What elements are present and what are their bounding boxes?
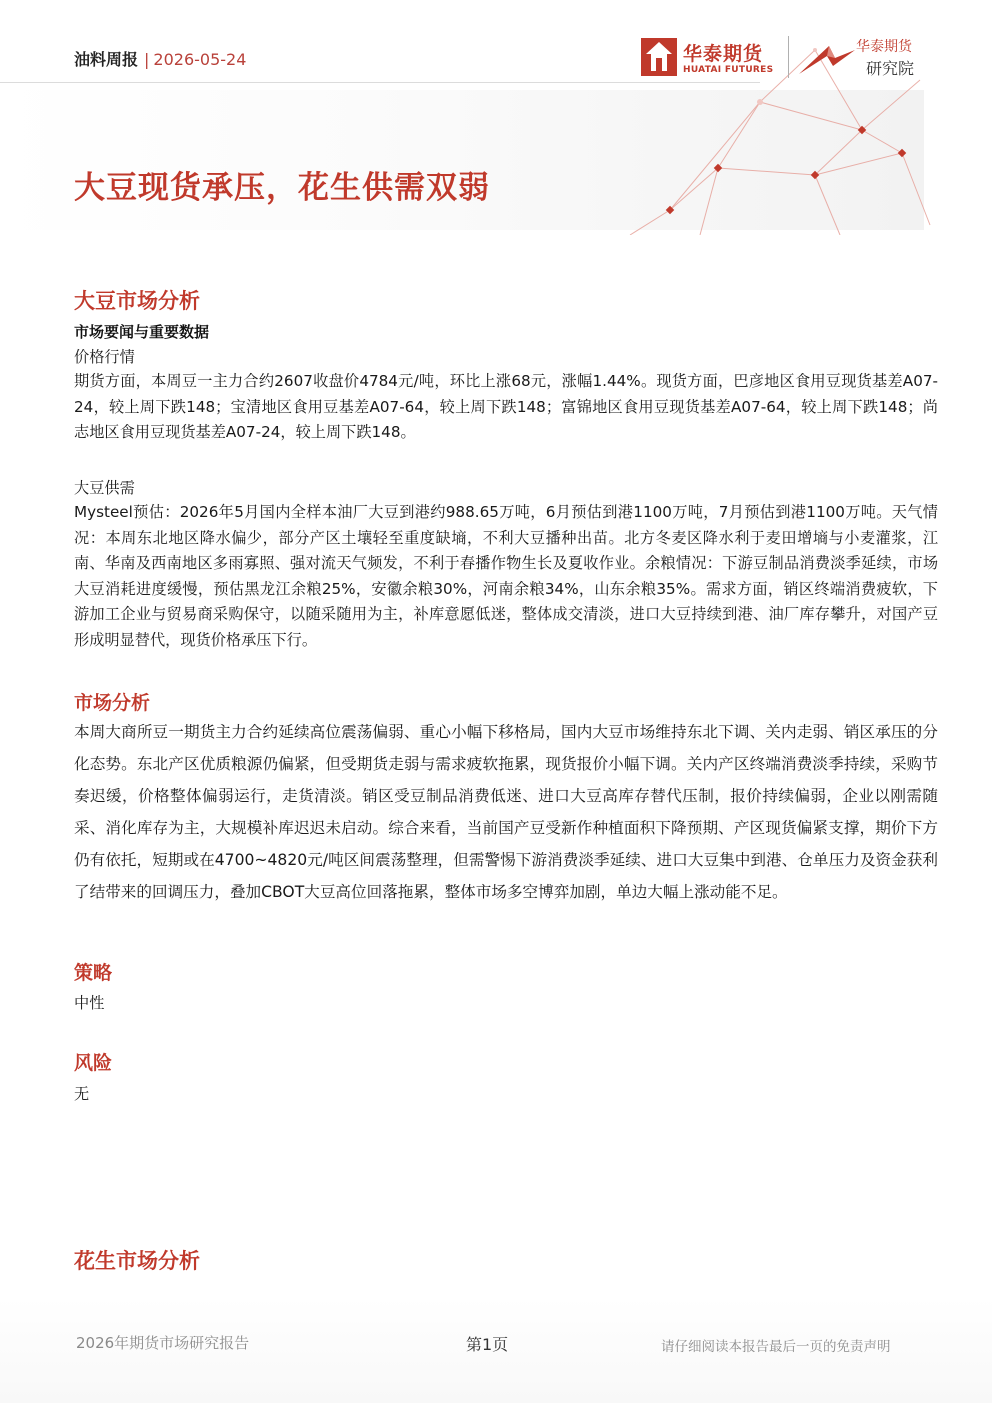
supply-label: 大豆供需 xyxy=(74,479,135,497)
report-type: 油料周报 xyxy=(74,50,139,69)
risk-heading: 风险 xyxy=(74,1052,113,1074)
page-number: 第1页 xyxy=(466,1335,509,1354)
analysis-heading: 市场分析 xyxy=(74,692,151,714)
logo-name: 华泰期货 xyxy=(683,43,764,65)
footer-report-name: 2026年期货市场研究报告 xyxy=(76,1334,250,1352)
huatai-logo-icon xyxy=(641,38,677,76)
logo-divider xyxy=(788,36,789,78)
price-paragraph: 期货方面，本周豆一主力合约2607收盘价4784元/吨，环比上涨68元，涨幅1.44%。现货方面，巴彦地区食用豆现货基差A07-24，较上周下跌148；宝清地区食用豆基差A07-64，较上周下跌148；富锦地区食用豆现货基差A07-64，较上周下跌148；尚志地区食用豆现货基差A07-24，较上周下跌148。 xyxy=(74,372,938,441)
header-separator: | xyxy=(144,50,150,69)
report-date: 2026-05-24 xyxy=(153,50,247,69)
page-title: 大豆现货承压，花生供需双弱 xyxy=(74,170,490,206)
logo-english-name: HUATAI FUTURES xyxy=(683,65,774,75)
supply-paragraph: Mysteel预估：2026年5月国内全样本油厂大豆到港约988.65万吨，6月预估到港1100万吨，7月预估到港1100万吨。天气情况：本周东北地区降水偏少，部分产区土壤轻至重度缺墒，不利大豆播种出苗。北方冬麦区降水利于麦田增墒与小麦灌浆，江南、华南及西南地区多雨寡照、强对流天气频发，不利于春播作物生长及夏收作业。余粮情况：下游豆制品消费淡季延续，市场大豆消耗进度缓慢，预估黑龙江余粮25%，安徽余粮30%，河南余粮34%，山东余粮35%。需求方面，销区终端消费疲软，下游加工企业与贸易商采购保守，以随采随用为主，补库意愿低迷，整体成交清淡，进口大豆持续到港、油厂库存攀升，对国产豆形成明显替代，现货价格承压下行。 xyxy=(74,503,938,649)
disclaimer-note: 请仔细阅读本报告最后一页的免责声明 xyxy=(661,1339,891,1355)
risk-text: 无 xyxy=(74,1085,90,1103)
analysis-paragraph: 本周大商所豆一期货主力合约延续高位震荡偏弱、重心小幅下移格局，国内大豆市场维持东北下调、关内走弱、销区承压的分化态势。东北产区优质粮源仍偏紧，但受期货走弱与需求疲软拖累，现货报价小幅下调。关内产区终端消费淡季持续，采购节奏迟缓，价格整体偏弱运行，走货清淡。销区受豆制品消费低迷、进口大豆高库存替代压制，报价持续偏弱，企业以刚需随采、消化库存为主，大规模补库迟迟未启动。综合来看，当前国产豆受新作种植面积下降预期、产区现货偏紧支撑，期价下方仍有依托，短期或在4700~4820元/吨区间震荡整理，但需警惕下游消费淡季延续、进口大豆集中到港、仓单压力及资金获利了结带来的回调压力，叠加CBOT大豆高位回落拖累，整体市场多空博弈加剧，单边大幅上涨动能不足。 xyxy=(74,723,938,901)
research-institute-logo-icon xyxy=(795,38,859,78)
strategy-text: 中性 xyxy=(74,994,105,1012)
soybean-heading: 大豆市场分析 xyxy=(74,289,200,313)
peanut-heading: 花生市场分析 xyxy=(74,1249,200,1273)
huatai-futures-logo xyxy=(641,38,781,78)
price-label: 价格行情 xyxy=(74,348,135,366)
report-header xyxy=(74,47,246,70)
strategy-heading: 策略 xyxy=(74,962,113,984)
institute-brand: 华泰期货 xyxy=(856,39,912,55)
institute-name: 研究院 xyxy=(866,59,915,78)
soybean-subheading: 市场要闻与重要数据 xyxy=(74,323,210,341)
